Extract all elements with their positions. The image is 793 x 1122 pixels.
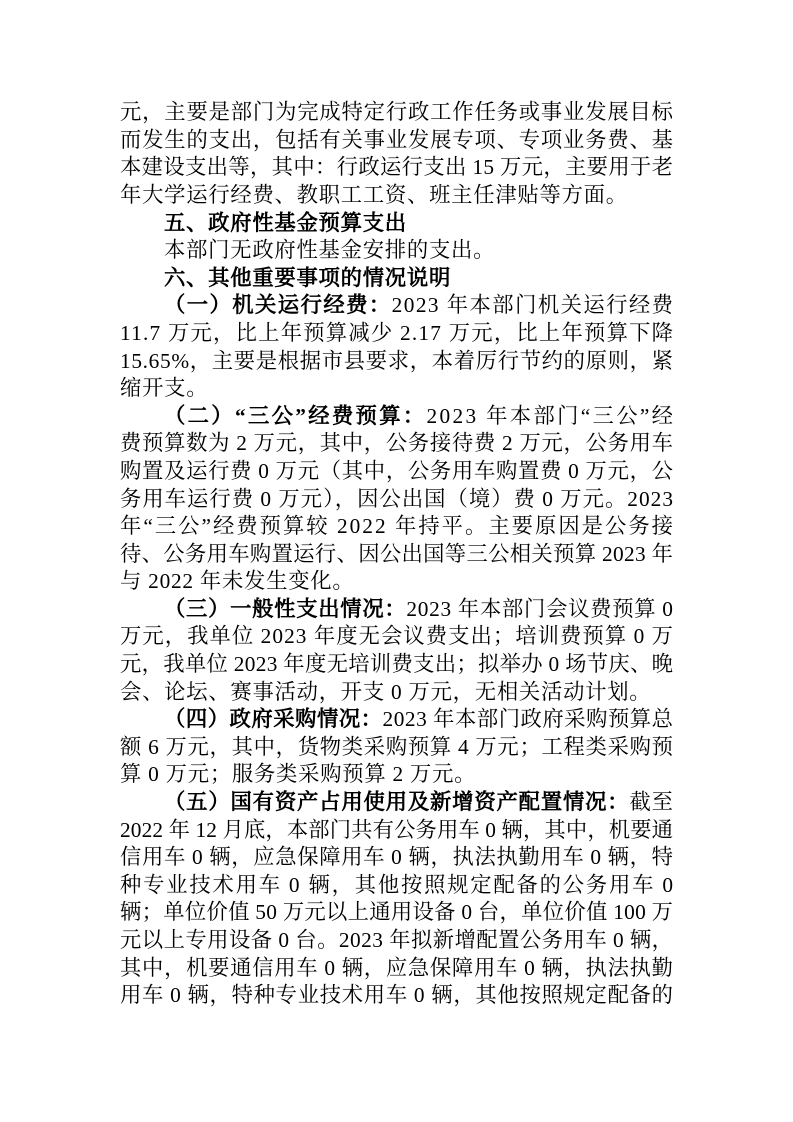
body-line: 务用车运行费 0 万元），因公出国（境）费 0 万元。2023 — [120, 486, 675, 511]
item-first-line — [120, 596, 673, 624]
item-label: （一）机关运行经费： — [164, 293, 392, 318]
body-line: 年大学运行经费、教职工工资、班主任津贴等方面。 — [120, 182, 628, 207]
item-state-assets — [120, 789, 673, 1010]
section-6 — [120, 265, 676, 1010]
item-first-line — [120, 706, 673, 734]
item-label: （四）政府采购情况： — [164, 707, 383, 732]
item-text: 2023 年本部门会议费预算 0 — [406, 596, 674, 621]
body-line: 会、论坛、赛事活动，开支 0 万元，无相关活动计划。 — [120, 679, 652, 704]
section-heading: 五、政府性基金预算支出 — [164, 210, 407, 235]
item-label: （三）一般性支出情况： — [164, 596, 407, 621]
body-line: 而发生的支出，包括有关事业发展专项、专项业务费、基 — [120, 127, 674, 152]
item-text: 2023 年本部门机关运行经费 — [391, 293, 675, 318]
body-line: 本建设支出等，其中：行政运行支出 15 万元，主要用于老 — [120, 155, 674, 180]
document-body — [120, 99, 676, 1010]
body-line: 额 6 万元，其中，货物类采购预算 4 万元；工程类采购预 — [120, 734, 674, 759]
body-line: 信用车 0 辆，应急保障用车 0 辆，执法执勤用车 0 辆，特 — [120, 845, 674, 870]
paragraph-continued — [120, 99, 673, 209]
body-line: 费预算数为 2 万元，其中，公务接待费 2 万元，公务用车 — [120, 431, 674, 456]
item-label: （二）“三公”经费预算： — [164, 403, 427, 428]
body-line: 算 0 万元；服务类采购预算 2 万元。 — [120, 762, 477, 787]
body-line: 11.7 万元，比上年预算减少 2.17 万元，比上年预算下降 — [120, 320, 675, 345]
body-line: 元，主要是部门为完成特定行政工作任务或事业发展目标 — [120, 100, 674, 125]
body-line: 2022 年 12 月底，本部门共有公务用车 0 辆，其中，机要通 — [120, 817, 674, 842]
body-line: 本部门无政府性基金安排的支出。 — [164, 238, 496, 263]
item-text: 2023 年本部门政府采购预算总 — [382, 707, 674, 732]
item-first-line — [120, 403, 676, 431]
item-text: 截至 — [629, 790, 674, 815]
item-three-public-expenses — [120, 403, 676, 596]
body-line: 种专业技术用车 0 辆，其他按照规定配备的公务用车 0 — [120, 872, 675, 897]
section-5 — [120, 210, 673, 265]
body-line: 元以上专用设备 0 台。2023 年拟新增配置公务用车 0 辆， — [120, 928, 674, 952]
item-general-expenses — [120, 596, 673, 706]
item-operating-expenses — [120, 292, 673, 402]
body-line: 与 2022 年未发生变化。 — [120, 569, 355, 594]
item-government-procurement — [120, 706, 673, 789]
body-line: 15.65%，主要是根据市县要求，本着厉行节约的原则，紧 — [120, 348, 674, 373]
section-heading: 六、其他重要事项的情况说明 — [164, 265, 452, 290]
body-line: 购置及运行费 0 万元（其中，公务用车购置费 0 万元，公 — [120, 458, 674, 483]
body-line: 万元，我单位 2023 年度无会议费支出；培训费预算 0 万 — [120, 624, 675, 649]
body-line: 其中，机要通信用车 0 辆，应急保障用车 0 辆，执法执勤 — [120, 955, 674, 980]
item-first-line — [120, 292, 673, 320]
body-line: 元，我单位 2023 年度无培训费支出；拟举办 0 场节庆、晚 — [120, 652, 674, 677]
body-line: 用车 0 辆，特种专业技术用车 0 辆，其他按照规定配备的 — [120, 983, 674, 1008]
body-line: 年“三公”经费预算较 2022 年持平。主要原因是公务接 — [120, 514, 675, 539]
body-line: 辆；单位价值 50 万元以上通用设备 0 台，单位价值 100 万 — [120, 900, 674, 925]
item-text: 2023 年本部门“三公”经 — [426, 403, 676, 428]
item-first-line — [120, 789, 673, 817]
body-line: 待、公务用车购置运行、因公出国等三公相关预算 2023 年 — [120, 541, 674, 566]
item-label: （五）国有资产占用使用及新增资产配置情况： — [164, 790, 630, 815]
body-line: 缩开支。 — [120, 376, 209, 401]
